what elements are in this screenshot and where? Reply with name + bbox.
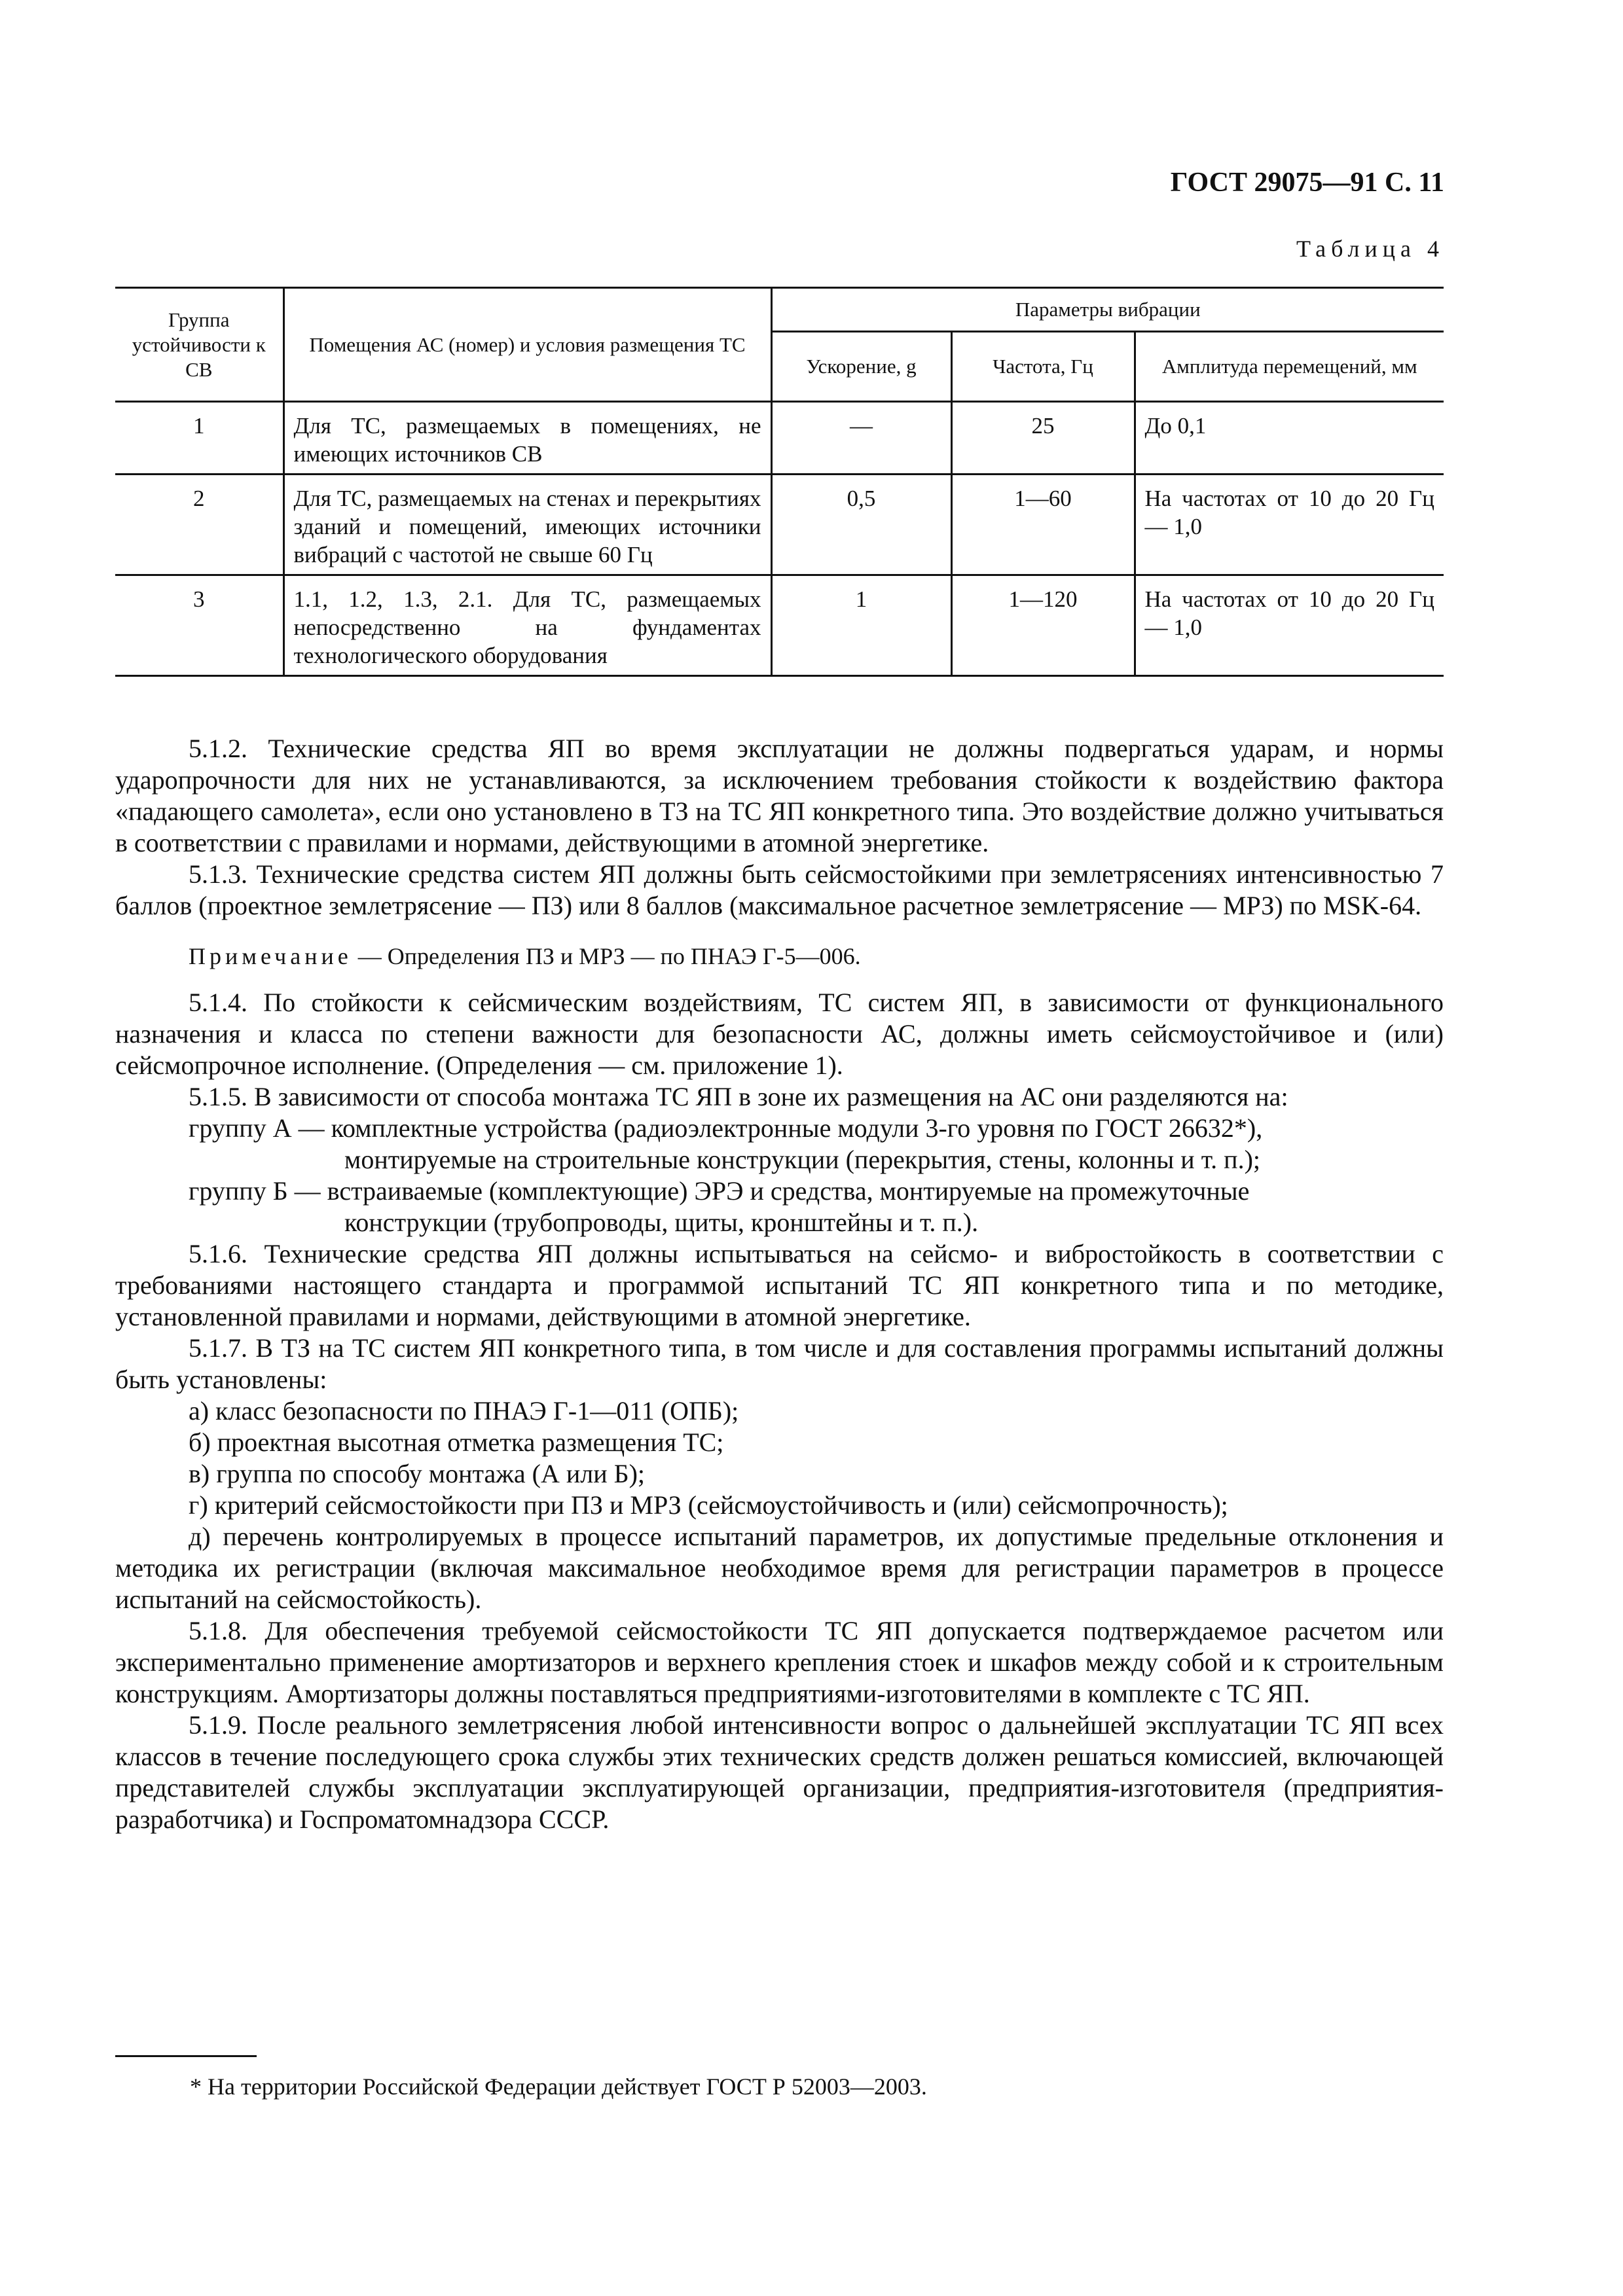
col-header-group: Группа устойчивости к СВ <box>115 288 283 402</box>
paragraph-5-1-7: 5.1.7. В ТЗ на ТС систем ЯП конкретного типа, в том числе и для составления программы испытаний должны быть установлены: <box>115 1333 1444 1394</box>
footnote-divider <box>115 2055 257 2057</box>
table-row <box>115 475 1444 575</box>
list-item-v: в) группа по способу монтажа (А или Б); <box>189 1459 646 1488</box>
body-text <box>115 733 1444 1835</box>
note <box>115 941 1444 971</box>
paragraph-5-1-2: 5.1.2. Технические средства ЯП во время эксплуатации не должны подвергаться ударам, и нормы ударопрочности для них не устанавливаются, за исключением требования стойкости к воздействию фактора «падающего самолета», если оно установлено в ТЗ на ТС ЯП конкретного типа. Это воздействие должно учитываться в соответствии с правилами и нормами, действующими в атомной энергетике. <box>115 734 1444 857</box>
note-text: — Определения ПЗ и МРЗ — по ПНАЭ Г-5—006. <box>352 943 861 969</box>
cell-frequency: 25 <box>951 402 1135 475</box>
table-row <box>115 575 1444 676</box>
paragraph-5-1-5: 5.1.5. В зависимости от способа монтажа ТС ЯП в зоне их размещения на АС они разделяются на: <box>189 1082 1288 1111</box>
paragraph-5-1-4: 5.1.4. По стойкости к сейсмическим воздействиям, ТС систем ЯП, в зависимости от функционального назначения и класса по степени важности для безопасности АС, должны иметь сейсмоустойчивое и (или) сейсмопрочное исполнение. (Определения — см. приложение 1). <box>115 988 1444 1080</box>
footnote: * На территории Российской Федерации действует ГОСТ Р 52003—2003. <box>190 2073 927 2100</box>
cell-acceleration: 1 <box>771 575 951 676</box>
group-a-line-2: монтируемые на строительные конструкции (перекрытия, стены, колонны и т. п.); <box>344 1145 1261 1174</box>
table-row <box>115 402 1444 475</box>
group-b-line-2: конструкции (трубопроводы, щиты, кронштейны и т. п.). <box>344 1208 979 1237</box>
group-b-line-1: группу Б — встраиваемые (комплектующие) ЭРЭ и средства, монтируемые на промежуточные <box>189 1176 1250 1206</box>
table-caption: Таблица 4 <box>1296 236 1444 262</box>
list-item-b: б) проектная высотная отметка размещения ТС; <box>189 1427 724 1457</box>
page-header: ГОСТ 29075—91 С. 11 <box>1170 168 1444 198</box>
cell-acceleration: 0,5 <box>771 475 951 575</box>
col-header-frequency: Частота, Гц <box>951 332 1135 402</box>
paragraph-5-1-9: 5.1.9. После реального землетрясения любой интенсивности вопрос о дальнейшей эксплуатации ТС ЯП всех классов в течение последующего срока службы этих технических средств должен решаться комиссией, включающей представителей службы эксплуатации эксплуатирующей организации, предприятия-изготовителя (предприятия-разработчика) и Госпроматомнадзора СССР. <box>115 1710 1444 1834</box>
cell-group: 3 <box>115 575 283 676</box>
cell-amplitude: На частотах от 10 до 20 Гц — 1,0 <box>1135 575 1444 676</box>
col-header-vibration-params: Параметры вибрации <box>771 288 1444 332</box>
cell-rooms: Для ТС, размещаемых в помещениях, не имеющих источников СВ <box>283 402 771 475</box>
list-item-a: а) класс безопасности по ПНАЭ Г-1—011 (ОПБ); <box>189 1396 739 1426</box>
list-item-d: д) перечень контролируемых в процессе испытаний параметров, их допустимые предельные отклонения и методика их регистрации (включая максимальное необходимое время для регистрации параметров в процессе испытаний на сейсмостойкость). <box>115 1522 1444 1614</box>
cell-rooms: 1.1, 1.2, 1.3, 2.1. Для ТС, размещаемых непосредственно на фундаментах технологического оборудования <box>283 575 771 676</box>
paragraph-5-1-3: 5.1.3. Технические средства систем ЯП должны быть сейсмостойкими при землетрясениях интенсивностью 7 баллов (проектное землетрясение — ПЗ) или 8 баллов (максимальное расчетное землетрясение — МРЗ) по MSK-64. <box>115 859 1444 920</box>
col-header-acceleration: Ускорение, g <box>771 332 951 402</box>
cell-frequency: 1—60 <box>951 475 1135 575</box>
cell-amplitude: До 0,1 <box>1135 402 1444 475</box>
paragraph-5-1-8: 5.1.8. Для обеспечения требуемой сейсмостойкости ТС ЯП допускается подтверждаемое расчетом или экспериментально применение амортизаторов и верхнего крепления стоек и шкафов между собой и к строительным конструкциям. Амортизаторы должны поставляться предприятиями-изготовителями в комплекте с ТС ЯП. <box>115 1616 1444 1708</box>
list-item-g: г) критерий сейсмостойкости при ПЗ и МРЗ (сейсмоустойчивость и (или) сейсмопрочность); <box>189 1490 1228 1520</box>
cell-group: 1 <box>115 402 283 475</box>
cell-acceleration: — <box>771 402 951 475</box>
note-label: Примечание <box>189 943 352 969</box>
cell-group: 2 <box>115 475 283 575</box>
group-a-line-1: группу А — комплектные устройства (радиоэлектронные модули 3-го уровня по ГОСТ 26632*), <box>189 1113 1263 1143</box>
vibration-table <box>115 287 1444 677</box>
col-header-amplitude: Амплитуда перемещений, мм <box>1135 332 1444 402</box>
cell-amplitude: На частотах от 10 до 20 Гц — 1,0 <box>1135 475 1444 575</box>
col-header-rooms: Помещения АС (номер) и условия размещения ТС <box>283 288 771 402</box>
paragraph-5-1-6: 5.1.6. Технические средства ЯП должны испытываться на сейсмо- и вибростойкость в соответствии с требованиями настоящего стандарта и программой испытаний ТС ЯП конкретного типа и по методике, установленной правилами и нормами, действующими в атомной энергетике. <box>115 1239 1444 1331</box>
cell-frequency: 1—120 <box>951 575 1135 676</box>
cell-rooms: Для ТС, размещаемых на стенах и перекрытиях зданий и помещений, имеющих источники вибраций с частотой не свыше 60 Гц <box>283 475 771 575</box>
